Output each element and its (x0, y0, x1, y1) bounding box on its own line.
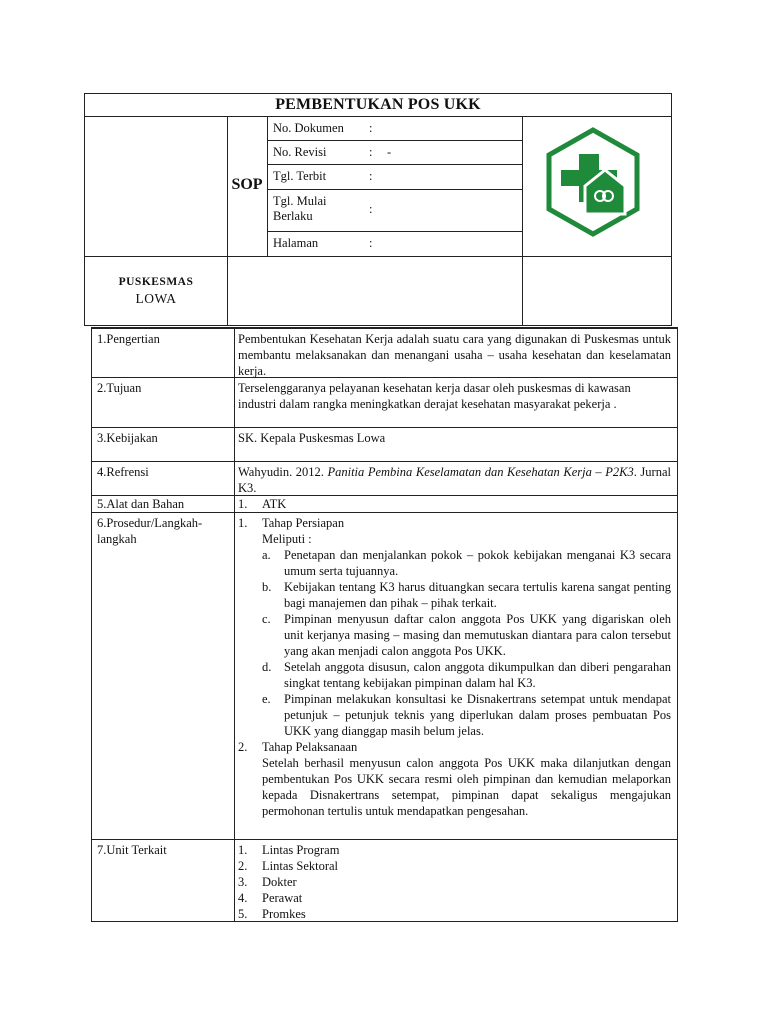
step-title: Tahap Persiapan (262, 516, 345, 530)
list-item: 1. Tahap Persiapan (238, 516, 345, 530)
field-colon: : (369, 145, 373, 159)
row-content: Terselenggaranya pelayanan kesehatan kerja dasar oleh puskesmas di kawasan industri dalam rangka meningkatkan derajat kesehatan masyarakat pekerja . (238, 381, 631, 411)
divider (522, 116, 523, 326)
row-label: 3.Kebijakan (97, 431, 158, 445)
row-prosedur (92, 512, 677, 840)
list-item: e. Pimpinan melakukan konsultasi ke Disnakertrans setempat untuk mendapat petunjuk – petunjuk teknis yang diperlukan dalam proses pembuatan Pos UKK yang dianggap masih belum jelas. (262, 692, 671, 738)
field-label: No. Revisi (273, 145, 327, 159)
step-text: Setelah berhasil menyusun calon anggota Pos UKK maka dilanjutkan dengan pembentukan Pos UKK secara resmi oleh pimpinan dan kemudian melaporkan kepada Disnakertrans setempat, pimpinan dapat sekaligus mengajukan permohonan tertulis untuk mendapatkan pengesahan. (262, 756, 671, 818)
org-location: LOWA (135, 291, 177, 306)
step-intro: Meliputi : (262, 532, 312, 546)
divider (267, 189, 522, 190)
field-label: Halaman (273, 236, 319, 250)
list-item: c. Pimpinan menyusun daftar calon anggota Pos UKK yang digariskan oleh unit kerjanya masing – masing dan memutuskan diantara para calon tersebut yang akan menjadi calon anggota Pos UKK. (262, 612, 671, 658)
list-item: 3. Dokter (238, 875, 297, 889)
divider (267, 231, 522, 232)
list-item: 1. Lintas Program (238, 843, 340, 857)
row-content: Pembentukan Kesehatan Kerja adalah suatu cara yang digunakan di Puskesmas untuk membantu melaksanakan dan menangani usaha – usaha kesehatan dan keselamatan kerja. (238, 332, 671, 378)
row-label: 2.Tujuan (97, 381, 142, 395)
row-tujuan (92, 377, 677, 428)
field-label: Tgl. Terbit (273, 169, 327, 183)
row-referensi (92, 461, 677, 496)
document-title: PEMBENTUKAN POS UKK (275, 96, 481, 113)
list-item: 1. ATK (238, 497, 287, 511)
divider (267, 140, 522, 141)
reference-title: Panitia Pembina Keselamatan dan Kesehatan Kerja – P2K3 (327, 465, 634, 479)
list-item: a. Penetapan dan menjalankan pokok – pokok kebijakan menganai K3 secara umum serta tujuannya. (262, 548, 671, 578)
row-label: 1.Pengertian (97, 332, 160, 346)
field-colon: : (369, 121, 373, 135)
row-content: SK. Kepala Puskesmas Lowa (238, 431, 386, 445)
list-item: 2. Tahap Pelaksanaan (238, 740, 358, 754)
divider (267, 164, 522, 165)
divider (85, 256, 671, 257)
row-alat-bahan (92, 495, 677, 513)
divider (267, 116, 268, 256)
divider (85, 116, 671, 117)
list-item: 2. Lintas Sektoral (238, 859, 339, 873)
field-label: No. Dokumen (273, 121, 344, 135)
row-unit-terkait (92, 839, 677, 924)
row-content (238, 515, 671, 819)
row-label: 4.Refrensi (97, 465, 149, 479)
row-pengertian (92, 328, 677, 378)
row-content (238, 464, 671, 496)
list-item: d. Setelah anggota disusun, calon anggota dikumpulkan dan diberi pengarahan singkat tentang kebijakan pimpinan dalam hal K3. (262, 660, 671, 690)
sop-header (84, 93, 672, 326)
sop-content-table (91, 327, 678, 922)
reference-source: . Jurnal K3. (238, 465, 671, 495)
divider (227, 116, 228, 326)
field-colon: : (369, 236, 373, 250)
row-label: 6.Prosedur/Langkah- langkah (97, 516, 203, 546)
row-label: 5.Alat dan Bahan (97, 497, 185, 511)
row-content (238, 842, 671, 922)
list-item: 4. Perawat (238, 891, 303, 905)
field-label: Tgl. Mulai Berlaku (273, 194, 327, 223)
field-colon: : (369, 169, 373, 183)
list-item: b. Kebijakan tentang K3 harus dituangkan secara tertulis karena sangat penting bagi manajemen dan pihak – pihak terkait. (262, 580, 671, 610)
org-name: PUSKESMAS (118, 276, 194, 288)
row-label: 7.Unit Terkait (97, 843, 167, 857)
field-colon: : (369, 202, 373, 216)
row-kebijakan (92, 427, 677, 462)
reference-author: Wahyudin. 2012. (238, 465, 328, 479)
field-value: - (387, 145, 392, 159)
list-item: 5. Promkes (238, 907, 306, 921)
puskesmas-logo-icon (543, 126, 643, 238)
sop-label: SOP (231, 176, 263, 193)
row-content (238, 496, 671, 512)
step-title: Tahap Pelaksanaan (262, 740, 358, 754)
